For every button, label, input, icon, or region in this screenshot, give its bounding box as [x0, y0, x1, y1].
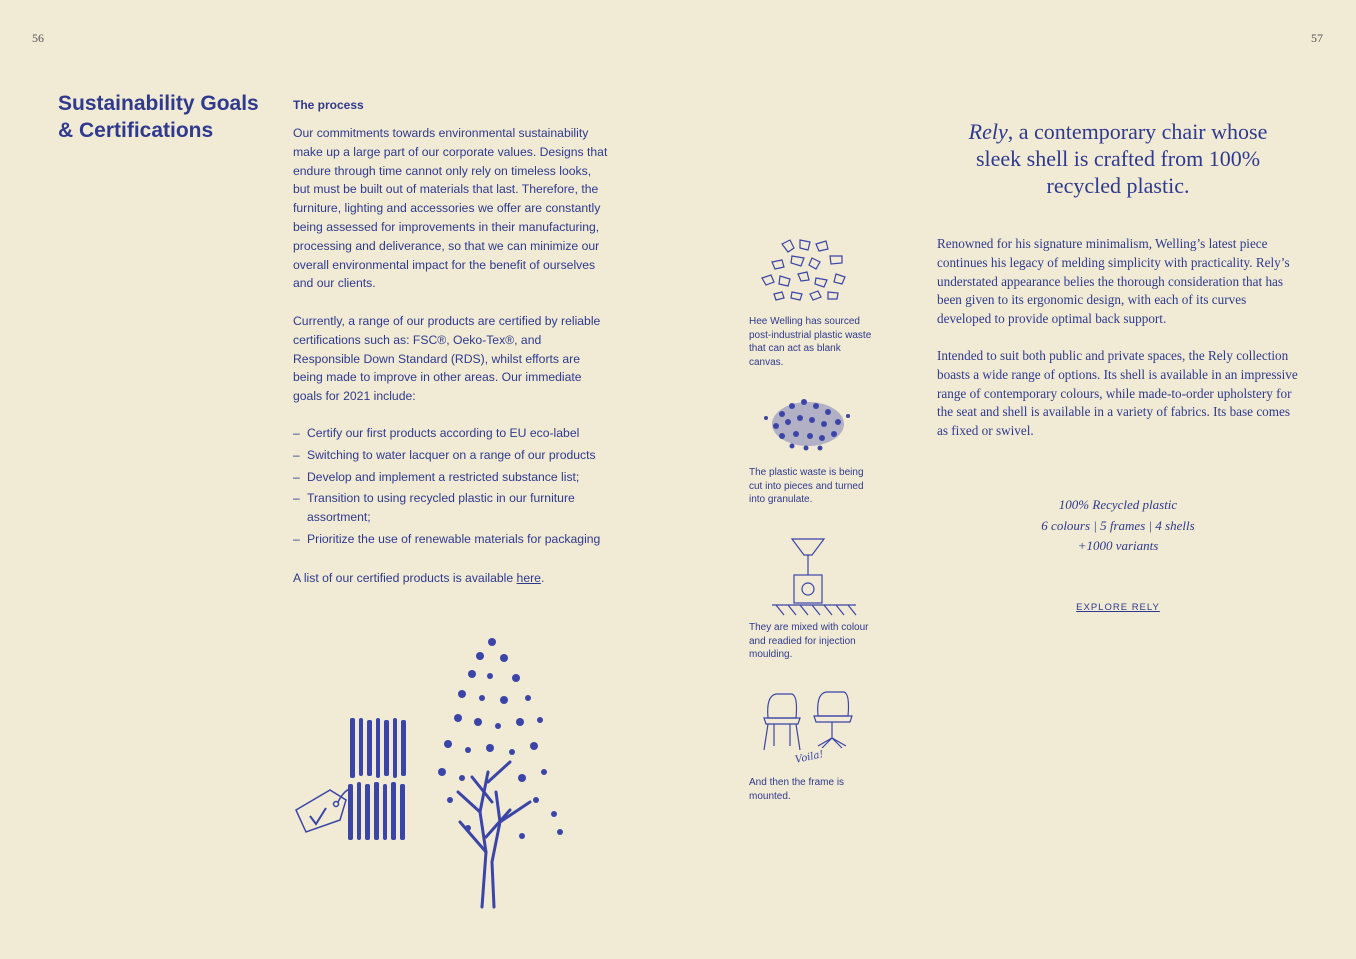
rely-paragraph-2: Intended to suit both public and private spaces, the Rely collection boasts a wide range of options. Its shell is available in an impressive range of contemporary colours, while made-to-order upholstery for the seat and shell is available in a variety of fabrics. Its base comes as fixed or swivel. — [937, 348, 1298, 439]
goal-item: – Develop and implement a restricted substance list; — [293, 468, 613, 487]
section-title-line-1: Sustainability Goals — [58, 92, 259, 115]
rely-specs — [990, 495, 1246, 557]
handwritten-voila: Voila! — [794, 749, 825, 766]
rely-paragraph-1: Renowned for his signature minimalism, Welling’s latest piece continues his legacy of melding simplicity with practicality. Rely’s understated appearance belies the thorough consideration that has been given to its ergonomic design, with each of its curves developed to provide optimal back support. — [937, 236, 1290, 327]
checkmark-tag-icon — [296, 788, 352, 832]
tree-drawing — [458, 762, 530, 907]
goal-item: – Transition to using recycled plastic in our furniture assortment; — [293, 489, 613, 527]
spec-line: 100% Recycled plastic — [1058, 497, 1178, 512]
process-step-caption: They are mixed with colour and readied for injection moulding. — [749, 622, 869, 660]
section-title — [58, 90, 278, 144]
process-step-caption: Hee Welling has sourced post-industrial plastic waste that can act as blank canvas. — [749, 316, 872, 368]
tree-and-wood-tag-illustration — [282, 622, 600, 922]
certified-suffix: . — [540, 571, 545, 585]
injection-moulding-machine-icon — [752, 535, 864, 617]
process-paragraph-1: Our commitments towards environmental sustainability make up a large part of our corporate values. Designs that endure through time cannot only rely on timeless looks, but must be built out of materials that last. Therefore, the furniture, lighting and accessories we offer are constantly being assessed for improvements in their manufacturing, processing and deliverance, so that we can minimize our overall environmental impact for the benefit of ourselves and our clients. — [293, 126, 608, 291]
rely-headline-rest: , a contemporary chair whose sleek shell is crafted from 100% recycled plastic. — [975, 119, 1268, 198]
process-heading: The process — [293, 98, 364, 112]
tree-foliage — [438, 638, 563, 839]
section-title-line-2: & Certifications — [58, 119, 214, 142]
page-number-left: 56 — [32, 31, 44, 45]
rely-headline-quote — [950, 118, 1286, 199]
goals-list — [293, 424, 613, 552]
plastic-granulate-icon — [752, 388, 864, 462]
process-step-caption: The plastic waste is being cut into pieces and turned into granulate. — [749, 467, 864, 505]
certified-products-link[interactable]: here — [516, 571, 541, 585]
spec-line: +1000 variants — [1077, 538, 1159, 553]
page-number-right: 57 — [1311, 31, 1323, 45]
process-step-caption: And then the frame is mounted. — [749, 777, 845, 802]
spec-line: 6 colours | 5 frames | 4 shells — [1041, 517, 1195, 533]
certified-products-line — [293, 569, 544, 587]
plastic-waste-pile-icon — [752, 234, 864, 310]
goal-item: – Certify our first products according to EU eco-label — [293, 424, 613, 443]
goal-item: – Switching to water lacquer on a range of our products — [293, 446, 613, 465]
goal-item: – Prioritize the use of renewable materials for packaging — [293, 530, 613, 549]
certified-prefix: A list of our certified products is available — [293, 571, 517, 585]
explore-rely-link[interactable]: EXPLORE RELY — [1076, 602, 1160, 613]
process-paragraph-2: Currently, a range of our products are certified by reliable certifications such as: FSC®, Oeko-Tex®, and Responsible Down Standard (RDS), whilst efforts are being made to improve in other areas. Our immediate goals for 2021 include: — [293, 314, 601, 404]
rely-name: Rely — [968, 119, 1008, 144]
wood-grain-block — [348, 718, 406, 840]
